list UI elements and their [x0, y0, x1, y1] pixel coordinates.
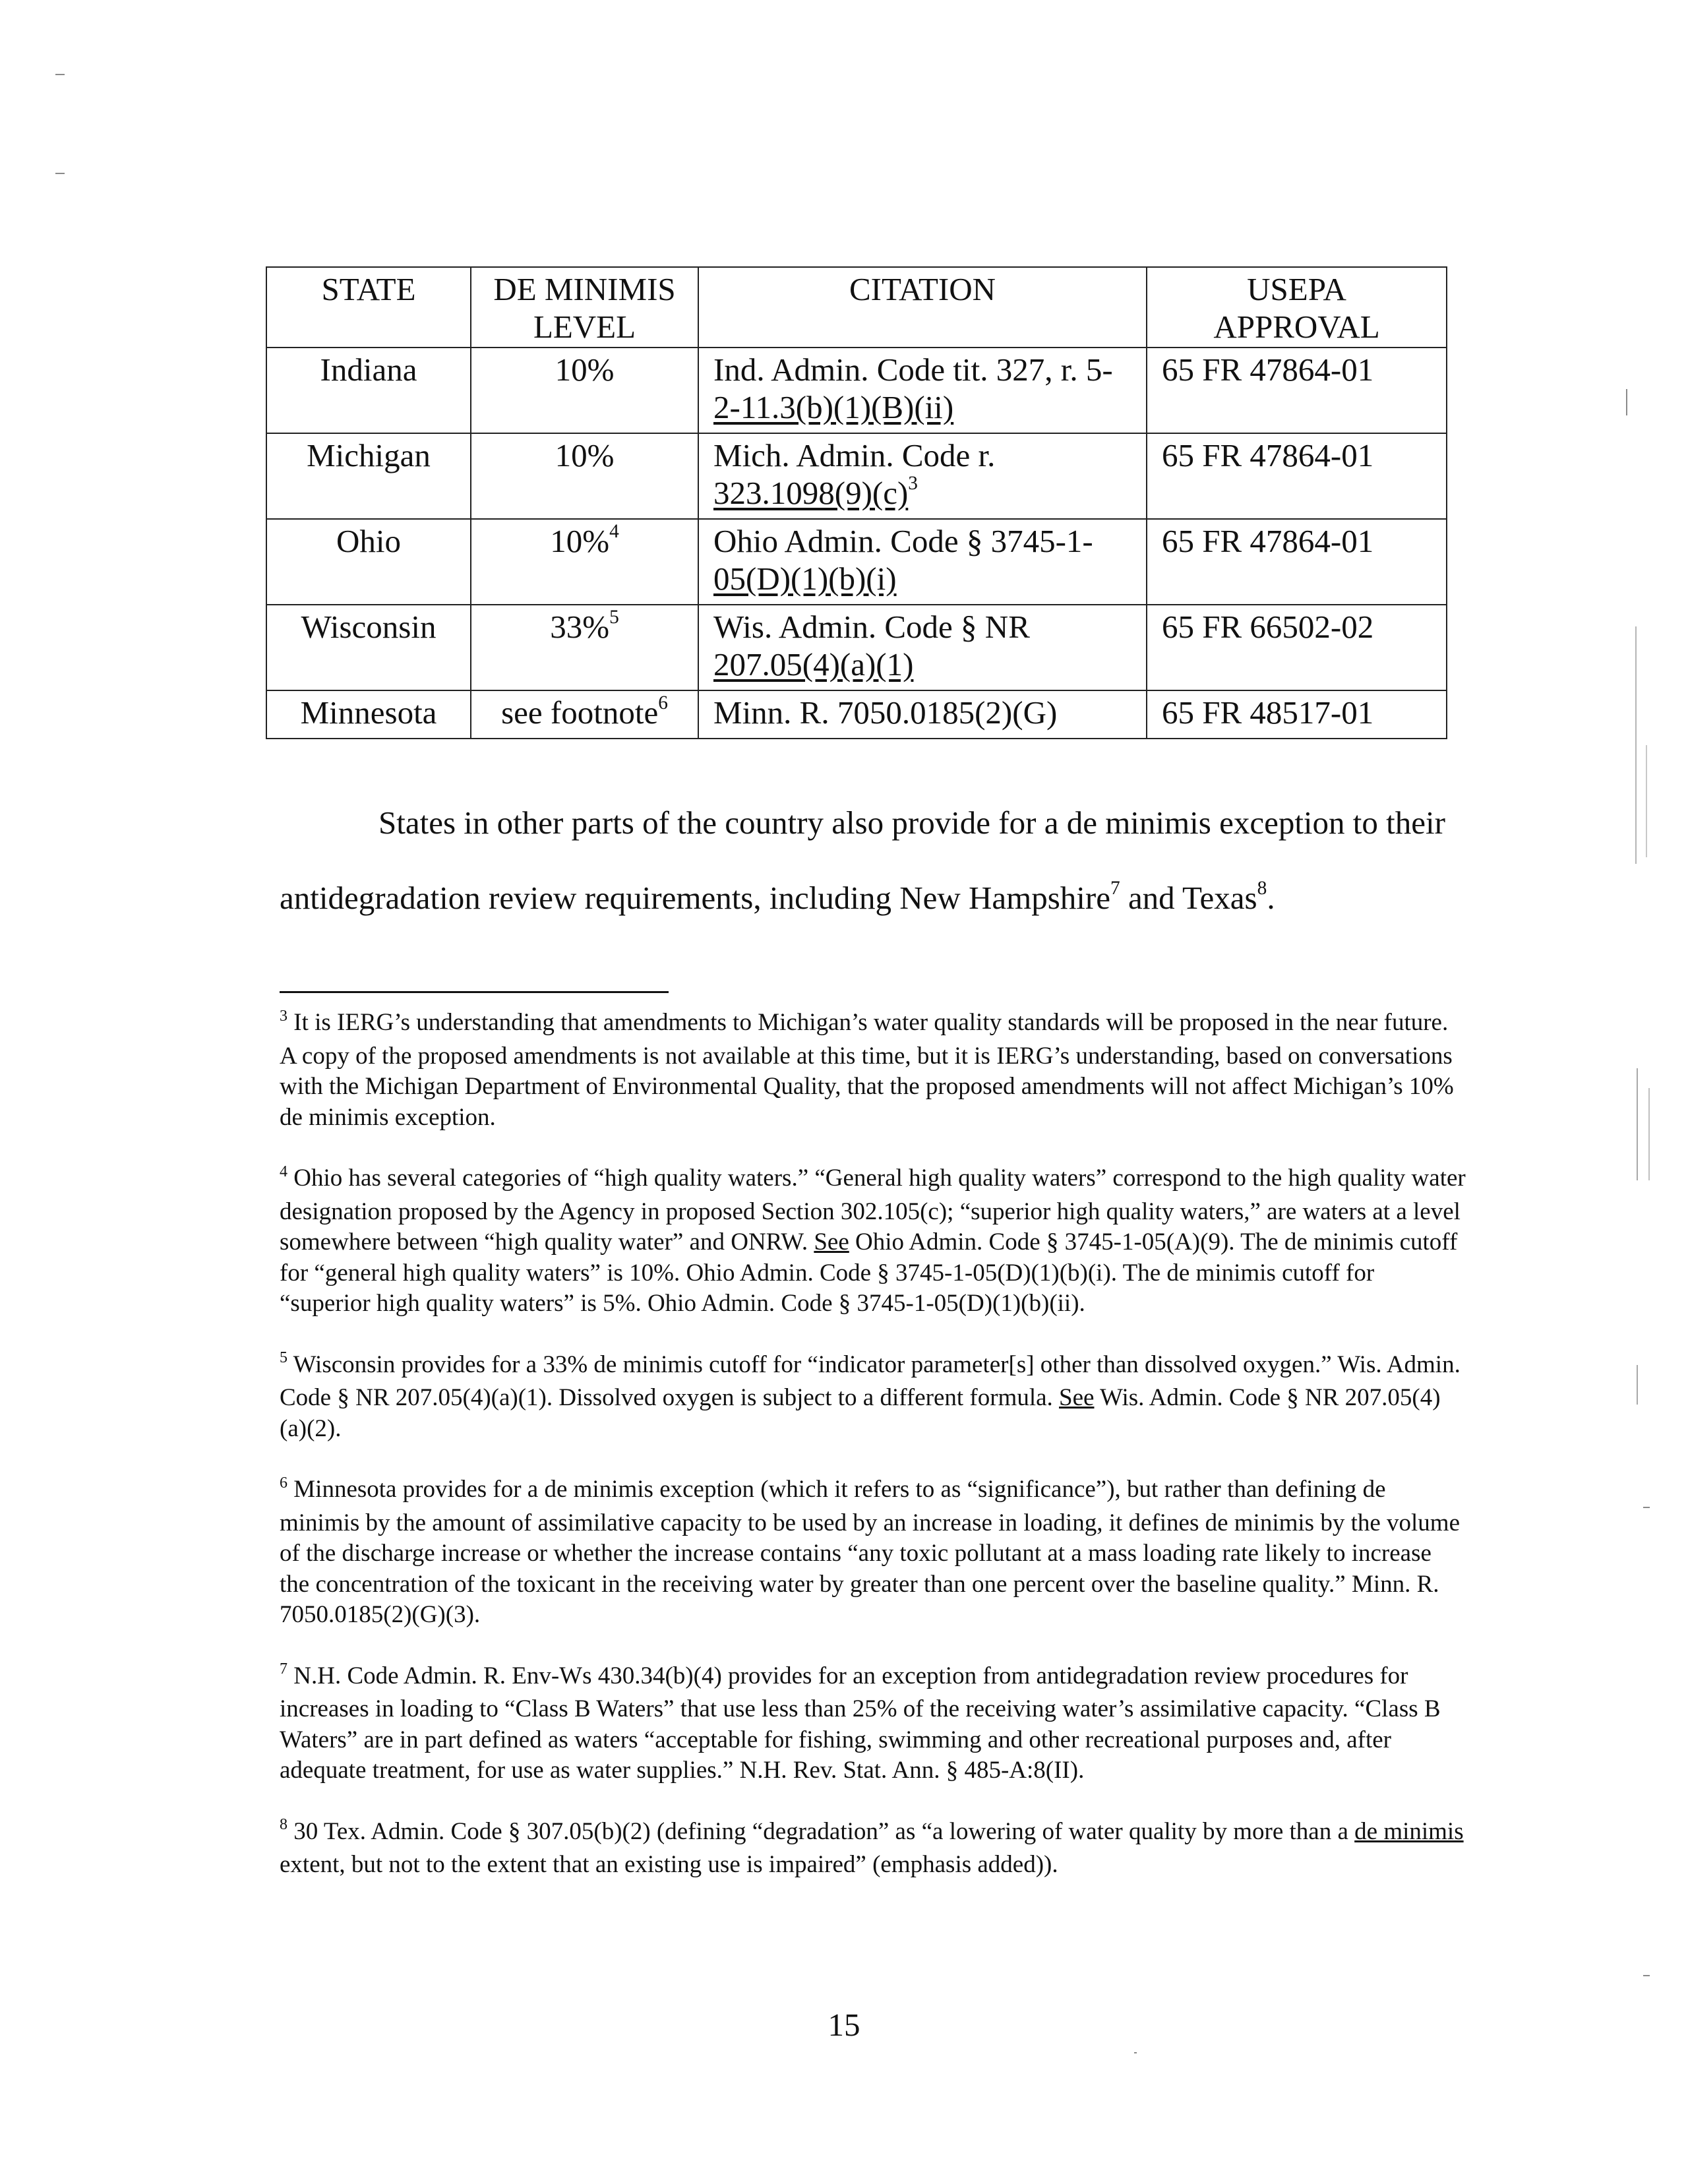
- cell-approval: 65 FR 66502-02: [1147, 605, 1447, 690]
- table-row: [266, 605, 1447, 690]
- cell-citation: Ohio Admin. Code § 3745-1- 05(D)(1)(b)(i): [698, 519, 1147, 605]
- page-number: 15: [828, 2007, 860, 2043]
- scan-mark: [1134, 2052, 1137, 2053]
- header-usepa-approval: USEPA APPROVAL: [1147, 267, 1447, 348]
- cell-state: Minnesota: [266, 690, 471, 739]
- cell-state: Wisconsin: [266, 605, 471, 690]
- footnote-ref-7: 7: [1110, 877, 1120, 899]
- cell-approval: 65 FR 47864-01: [1147, 433, 1447, 519]
- cell-citation: Ind. Admin. Code tit. 327, r. 5- 2-11.3(b)(1)(B)(ii): [698, 348, 1147, 433]
- cell-citation: Mich. Admin. Code r. $323.1098(9)(c)^3$: [698, 433, 1147, 519]
- scan-mark: [1637, 1068, 1638, 1180]
- scan-mark: [1643, 1507, 1650, 1508]
- table-row: [266, 348, 1447, 433]
- table-header-row: [266, 267, 1447, 348]
- footnote-6: $^6$ Minnesota provides for a de minimis exception (which it refers to as “significance”), but rather than defining de minimis by the amount of assimilative capacity to be used by an increase in loading, it defines de minimis by the volume of the discharge increase or whether the increase contains “any toxic pollutant at a mass loading rate likely to increase the concentration of the toxicant in the receiving water by greater than one percent over the baseline quality.” Minn. R. 7050.0185(2)(G)(3).: [280, 1474, 1461, 1628]
- footnote-5: $^5$ Wisconsin provides for a 33% de minimis cutoff for “indicator parameter[s] other than dissolved oxygen.” Wis. Admin. Code § NR 207.05(4)(a)(1). Dissolved oxygen is subject to a different formula. See Wis. Admin. Code § NR 207.05(4)(a)(2).: [280, 1349, 1461, 1442]
- scan-mark: [1635, 626, 1637, 864]
- cell-level: see footnote$^6$: [471, 690, 698, 739]
- scan-mark: [1626, 389, 1627, 415]
- scan-mark: [1637, 1365, 1638, 1405]
- footnotes: [280, 1008, 1466, 1911]
- footnote-8: $^8$ 30 Tex. Admin. Code § 307.05(b)(2) (defining “degradation” as “a lowering of water quality by more than a de minimis extent, but not to the extent that an existing use is impaired” (emphasis added)).: [280, 1816, 1464, 1878]
- cell-level: 10%: [471, 348, 698, 433]
- body-paragraph: States in other parts of the country also provide for a de minimis exception to their antidegradation review requirements, including New Hampshire$^7$ and Texas$^8$.: [280, 804, 1445, 916]
- cell-state: Indiana: [266, 348, 471, 433]
- footnote-3: $^3$ It is IERG’s understanding that amendments to Michigan’s water quality standards will be proposed in the near future. A copy of the proposed amendments is not available at this time, but it is IERG’s understanding, based on conversations with the Michigan Department of Environmental Quality, that the proposed amendments will not affect Michigan’s 10% de minimis exception.: [280, 1007, 1454, 1131]
- scan-mark: [55, 74, 65, 75]
- footnote-ref-8: 8: [1257, 877, 1267, 899]
- de-minimis-table: [266, 266, 1447, 739]
- cell-approval: 65 FR 47864-01: [1147, 519, 1447, 605]
- cell-level: 10%$^4$: [471, 519, 698, 605]
- cell-approval: 65 FR 47864-01: [1147, 348, 1447, 433]
- footnote-7: $^7$ N.H. Code Admin. R. Env-Ws 430.34(b)(4) provides for an exception from antidegradation review procedures for increases in loading to “Class B Waters” that use less than 25% of the receiving water’s assimilative capacity. “Class B Waters” are in part defined as waters “acceptable for fishing, swimming and other recreational purposes and, after adequate treatment, for use as water supplies.” N.H. Rev. Stat. Ann. § 485-A:8(II).: [280, 1660, 1441, 1784]
- table-row: [266, 433, 1447, 519]
- table-row: [266, 519, 1447, 605]
- scan-mark: [1648, 1088, 1650, 1180]
- header-citation: CITATION: [698, 267, 1147, 348]
- header-de-minimis-level: DE MINIMIS LEVEL: [471, 267, 698, 348]
- footnote-4: $^4$ Ohio has several categories of “high quality waters.” “General high quality waters” correspond to the high quality water designation proposed by the Agency in proposed Section 302.105(c); “superior high quality waters,” are waters at a level somewhere between “high quality water” and ONRW. See Ohio Admin. Code § 3745-1-05(A)(9). The de minimis cutoff for “general high quality waters” is 10%. Ohio Admin. Code § 3745-1-05(D)(1)(b)(i). The de minimis cutoff for “superior high quality waters” is 5%. Ohio Admin. Code § 3745-1-05(D)(1)(b)(ii).: [280, 1163, 1466, 1317]
- scan-mark: [1643, 1975, 1650, 1976]
- cell-approval: 65 FR 48517-01: [1147, 690, 1447, 739]
- cell-citation: Wis. Admin. Code § NR 207.05(4)(a)(1): [698, 605, 1147, 690]
- footnote-separator: [280, 991, 669, 993]
- header-state: STATE: [266, 267, 471, 348]
- scan-mark: [55, 173, 65, 174]
- cell-level: 10%: [471, 433, 698, 519]
- cell-level: 33%$^5$: [471, 605, 698, 690]
- scan-mark: [1646, 745, 1647, 857]
- cell-citation: Minn. R. 7050.0185(2)(G): [698, 690, 1147, 739]
- cell-state: Ohio: [266, 519, 471, 605]
- table-row: [266, 690, 1447, 739]
- cell-state: Michigan: [266, 433, 471, 519]
